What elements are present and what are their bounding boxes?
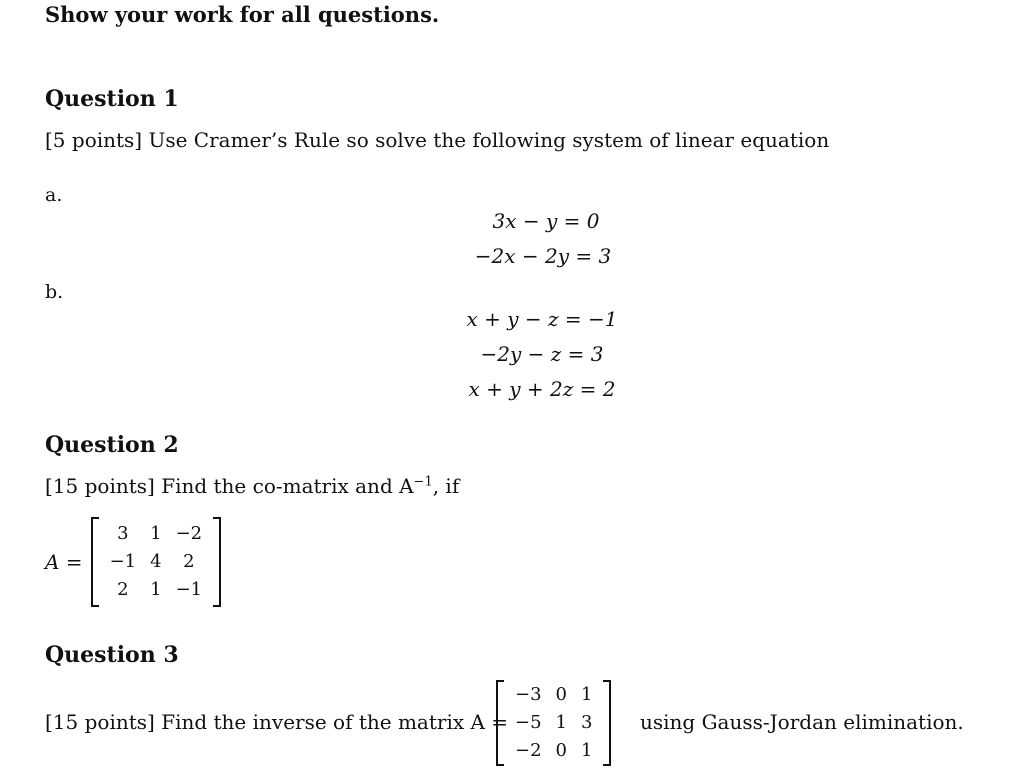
matrix-cell: −2: [175, 523, 203, 544]
part-a-equation-1: 3x − y = 0: [492, 209, 600, 233]
question-3-title: Question 3: [45, 642, 179, 668]
question-1-prompt: [5 points] Use Cramer’s Rule so solve the following system of linear equation: [45, 128, 830, 152]
matrix-cell: 2: [117, 579, 129, 600]
matrix-grid: [103, 520, 210, 604]
matrix-cell: −5: [515, 712, 542, 733]
matrix-cell: 1: [150, 523, 162, 544]
matrix-cell: −3: [515, 684, 542, 705]
matrix-cell: 1: [555, 712, 567, 733]
matrix-cell: 1: [581, 684, 593, 705]
question-2-prompt-end: , if: [432, 474, 460, 498]
right-bracket: [213, 517, 221, 607]
part-b-equation-1: x + y − z = −1: [466, 307, 618, 331]
inverse-exponent: −1: [413, 474, 433, 490]
matrix-cell: 3: [117, 523, 129, 544]
matrix-grid: [508, 681, 599, 765]
matrix-A-q3: [496, 680, 611, 766]
matrix-cell: 1: [581, 740, 593, 761]
matrix-cell: 0: [555, 684, 567, 705]
question-2-prompt-text: [15 points] Find the co-matrix and A: [45, 474, 414, 498]
matrix-A-q2: [45, 517, 221, 607]
matrix-cell: 4: [150, 551, 162, 572]
matrix-cell: −1: [175, 579, 203, 600]
question-3-prompt-end: using Gauss-Jordan elimination.: [640, 710, 964, 734]
right-bracket: [603, 680, 611, 766]
part-b-equation-2: −2y − z = 3: [480, 342, 604, 366]
left-bracket: [496, 680, 504, 766]
part-b-equation-3: x + y + 2z = 2: [468, 377, 616, 401]
part-a-label: a.: [45, 184, 63, 206]
matrix-label: A =: [45, 550, 83, 574]
matrix-cell: 2: [183, 551, 195, 572]
matrix-cell: 0: [555, 740, 567, 761]
matrix-cell: 3: [581, 712, 593, 733]
left-bracket: [91, 517, 99, 607]
matrix-cell: 1: [150, 579, 162, 600]
part-b-label: b.: [45, 281, 64, 303]
question-3-prompt: [15 points] Find the inverse of the matrix A =: [45, 710, 509, 734]
matrix-cell: −1: [109, 551, 137, 572]
matrix-cell: −2: [515, 740, 542, 761]
question-2-prompt: [45, 474, 459, 498]
part-a-equation-2: −2x − 2y = 3: [474, 244, 612, 268]
question-2-title: Question 2: [45, 432, 179, 458]
instructions: Show your work for all questions.: [45, 2, 440, 27]
question-1-title: Question 1: [45, 86, 179, 112]
